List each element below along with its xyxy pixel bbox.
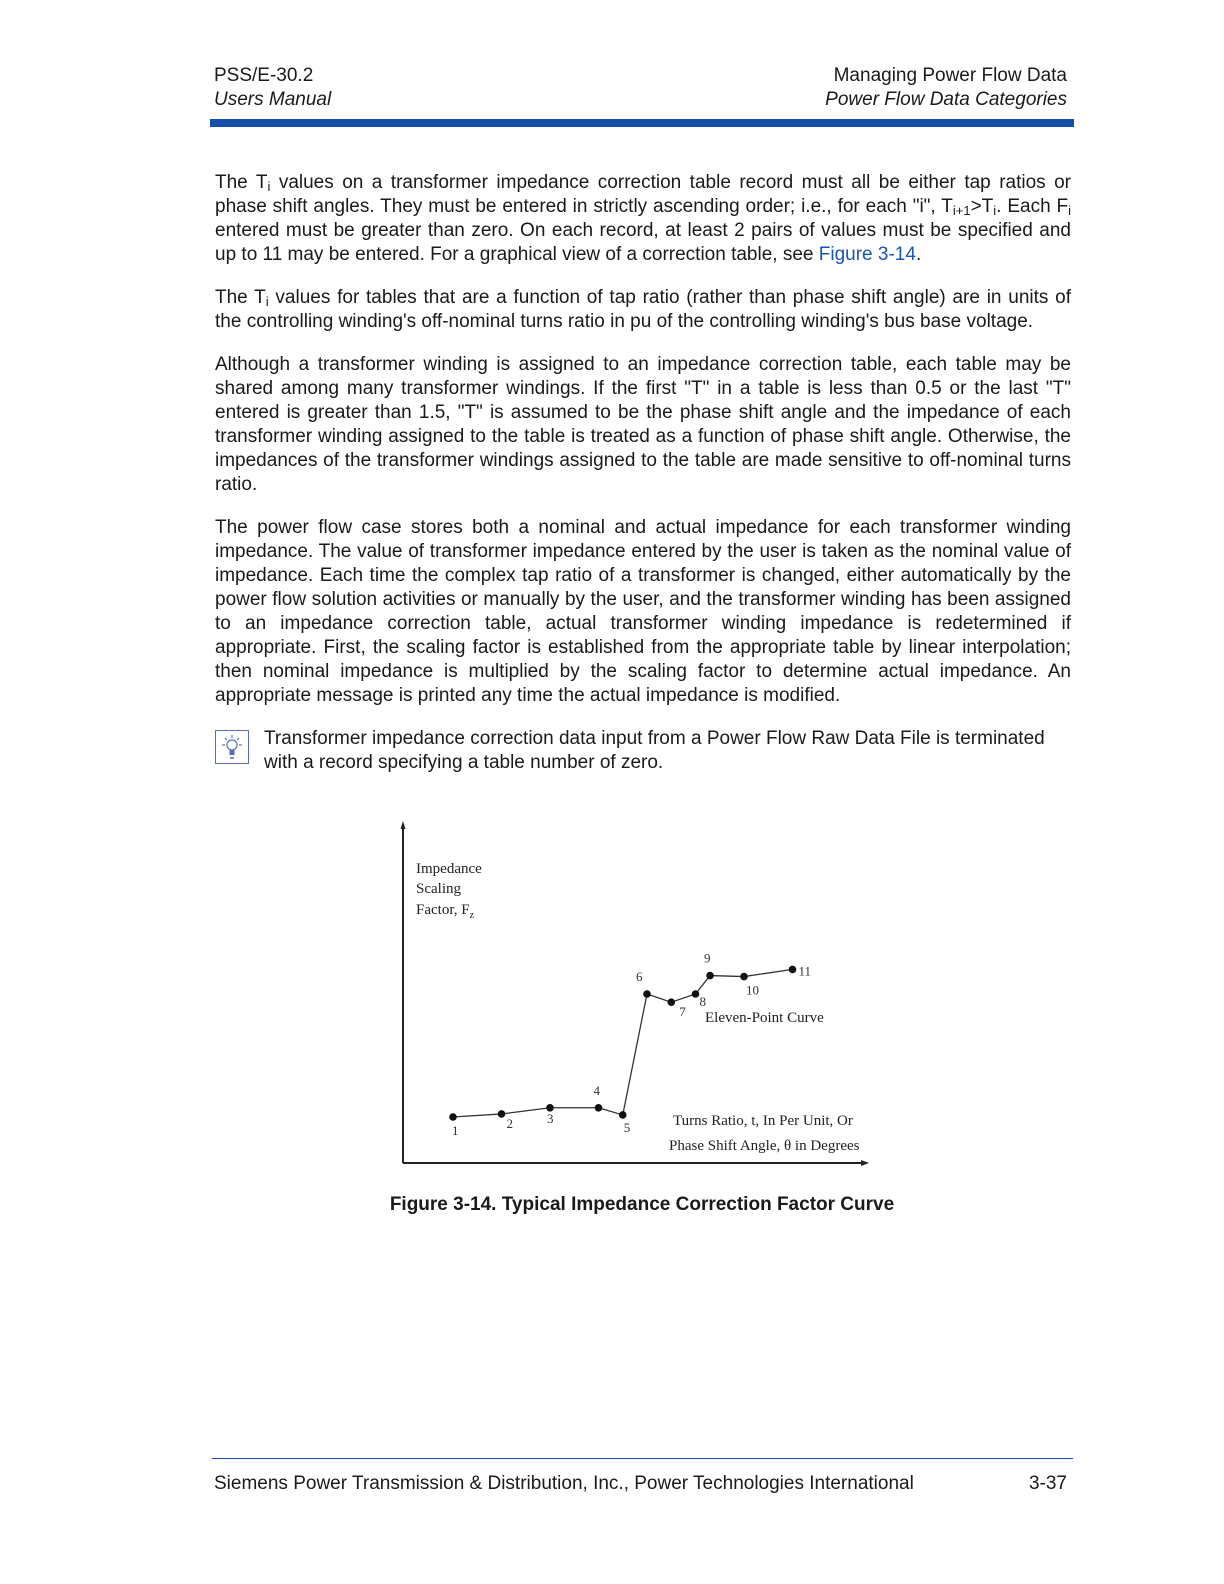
point-label-2: 2: [506, 1115, 513, 1131]
section-title: Power Flow Data Categories: [825, 89, 1067, 110]
paragraph-3: Although a transformer winding is assigned to an impedance correction table, each table may be shared among many transformer windings. If the first "T" in a table is less than 0.5 or the last "T" entered is greater than 1.5, "T" is assumed to be the phase shift angle and the impedance of each transformer winding assigned to the table is treated as a function of phase shift angle. Otherwise, the impedances of the transformer windings assigned to the table are made sensitive to off-nominal turns ratio.: [215, 354, 1071, 495]
note-block: [215, 727, 1071, 775]
point-label-8: 8: [699, 994, 706, 1009]
point-label-1: 1: [452, 1123, 459, 1138]
impedance-correction-chart: [395, 815, 895, 1175]
y-label-line-3: Factor, $F_z$: [416, 902, 475, 921]
point-label-5: 5: [623, 1119, 631, 1135]
manual-name: Users Manual: [214, 89, 332, 110]
paragraph-1: The $T_i$ values on a transformer impedance correction table record must all be either tap ratios or phase shift angles. They must be entered in strictly ascending order; i.e., for each "i", $T_{i+1}>T_i$. Each $F_i$ entered must be greater than zero. On each record, at least 2 pairs of values must be specified and up to 11 may be entered. For a graphical view of a correction table, see Figure 3-14.: [215, 172, 1072, 265]
curve-point-8: [692, 990, 700, 998]
manual-version: PSS/E-30.2: [214, 65, 314, 86]
curve-point-7: [667, 998, 675, 1006]
x-axis-arrow: [861, 1160, 869, 1166]
paragraph-2: The $T_i$ values for tables that are a function of tap ratio (rather than phase shift angle) are in units of the controlling winding's off-nominal turns ratio in pu of the controlling winding's bus base voltage.: [215, 287, 1071, 332]
figure-link[interactable]: Figure 3-14: [818, 244, 916, 265]
point-label-9: 9: [704, 950, 711, 966]
point-label-11: 11: [798, 963, 812, 979]
page-number: 3-37: [1028, 1473, 1067, 1494]
figure-caption: Figure 3-14. Typical Impedance Correction Factor Curve: [389, 1194, 895, 1215]
curve-point-5: [619, 1111, 627, 1119]
x-label-line-1: Turns Ratio, t, In Per Unit, Or: [673, 1113, 853, 1129]
curve-point-11: [789, 966, 797, 974]
lightbulb-icon: [215, 730, 249, 764]
point-label-4: 4: [593, 1082, 600, 1098]
curve-point-10: [740, 973, 748, 981]
body-text: [215, 171, 1071, 775]
curve-line: [453, 969, 793, 1117]
y-label-line-2: Scaling: [416, 881, 461, 897]
y-label-line-1: Impedance: [416, 861, 482, 877]
point-label-7: 7: [679, 1004, 686, 1020]
chapter-title: Managing Power Flow Data: [833, 65, 1067, 86]
paragraph-4: The power flow case stores both a nominal and actual impedance for each transformer winding impedance. The value of transformer impedance entered by the user is taken as the nominal value of impedance. Each time the complex tap ratio of a transformer is changed, either automatically by the power flow solution activities or manually by the user, and the transformer winding has been assigned to an impedance correction table, actual transformer winding impedance is redetermined if appropriate. First, the scaling factor is established from the appropriate table by linear interpolation; then nominal impedance is multiplied by the scaling factor to determine actual impedance. An appropriate message is printed any time the actual impedance is modified.: [215, 517, 1071, 706]
point-label-10: 10: [746, 982, 759, 998]
y-axis-arrow: [401, 821, 406, 829]
point-label-6: 6: [636, 969, 643, 984]
curve-point-9: [706, 972, 714, 980]
point-label-3: 3: [547, 1110, 554, 1126]
curve-point-6: [643, 990, 651, 998]
curve-point-1: [449, 1113, 457, 1121]
footer-company: Siemens Power Transmission & Distribution, Inc., Power Technologies International: [214, 1473, 914, 1494]
page-header: [214, 64, 1067, 112]
curve-point-2: [498, 1110, 506, 1118]
figure-3-14: [395, 815, 895, 1175]
curve-point-4: [595, 1104, 603, 1112]
footer-rule: [212, 1458, 1073, 1459]
x-label-line-2: Phase Shift Angle, θ in Degrees: [669, 1138, 860, 1154]
note-text: Transformer impedance correction data input from a Power Flow Raw Data File is terminated with a record specifying a table number of zero.: [264, 728, 1045, 773]
page-footer: [214, 1472, 1067, 1496]
curve-annotation: Eleven-Point Curve: [705, 1010, 824, 1026]
header-rule: [210, 119, 1074, 127]
